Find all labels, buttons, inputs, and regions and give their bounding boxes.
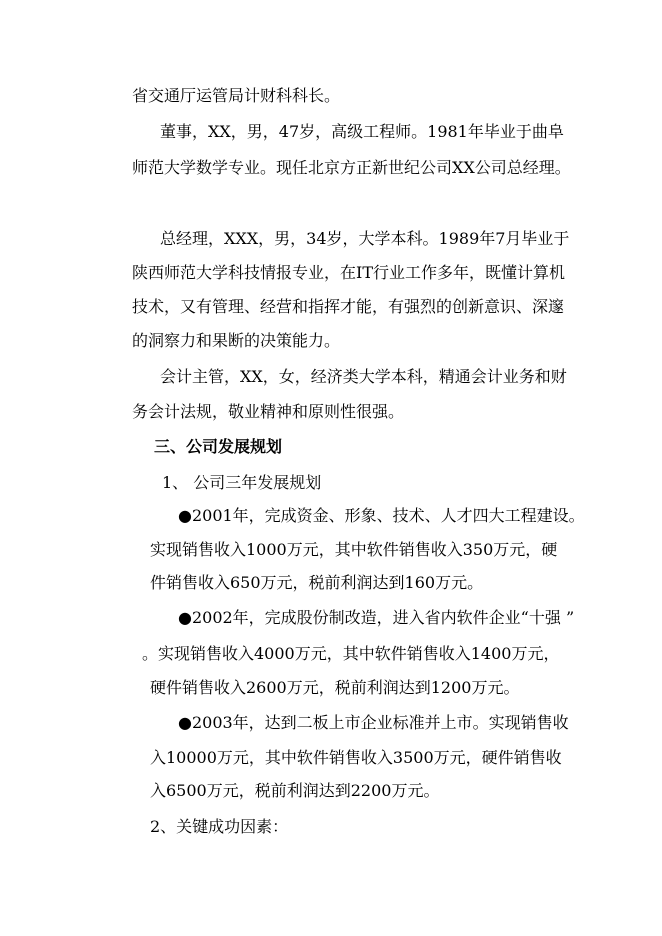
text-line: 件销售收入650万元，税前利润达到160万元。 <box>150 573 484 592</box>
bullet-line: ●2002年，完成股份制改造，进入省内软件企业“十强 ” <box>178 608 575 627</box>
text-line: 陕西师范大学科技情报专业，在IT行业工作多年，既懂计算机 <box>132 263 565 282</box>
text-line: 会计主管，XX，女，经济类大学本科，精通会计业务和财 <box>160 367 567 386</box>
text-line: 的洞察力和果断的决策能力。 <box>132 331 341 350</box>
text-line: 师范大学数学专业。现任北京方正新世纪公司XX公司总经理。 <box>132 158 571 177</box>
subsection-heading: 2、关键成功因素： <box>150 817 289 836</box>
text-line: 省交通厅运管局计财科科长。 <box>132 86 341 105</box>
text-line: 实现销售收入1000万元，其中软件销售收入350万元，硬 <box>150 540 558 559</box>
text-line: 硬件销售收入2600万元，税前利润达到1200万元。 <box>150 678 520 697</box>
bullet-line: ●2001年，完成资金、形象、技术、人才四大工程建设。 <box>178 506 585 525</box>
section-heading: 三、公司发展规划 <box>154 437 283 456</box>
text-line: 董事，XX，男，47岁，高级工程师。1981年毕业于曲阜 <box>160 122 564 141</box>
bullet-line: ●2003年，达到二板上市企业标准并上市。实现销售收 <box>178 713 569 732</box>
text-line: 。实现销售收入4000万元，其中软件销售收入1400万元， <box>142 644 560 663</box>
text-line: 总经理，XXX，男，34岁，大学本科。1989年7月毕业于 <box>160 229 570 248</box>
text-line: 务会计法规，敬业精神和原则性很强。 <box>132 402 405 421</box>
text-line: 入6500万元，税前利润达到2200万元。 <box>150 781 440 800</box>
text-line: 入10000万元，其中软件销售收入3500万元，硬件销售收 <box>150 748 562 767</box>
text-line: 技术，又有管理、经营和指挥才能，有强烈的创新意识、深邃 <box>132 297 565 316</box>
subsection-heading: 1、 公司三年发展规划 <box>162 473 322 492</box>
